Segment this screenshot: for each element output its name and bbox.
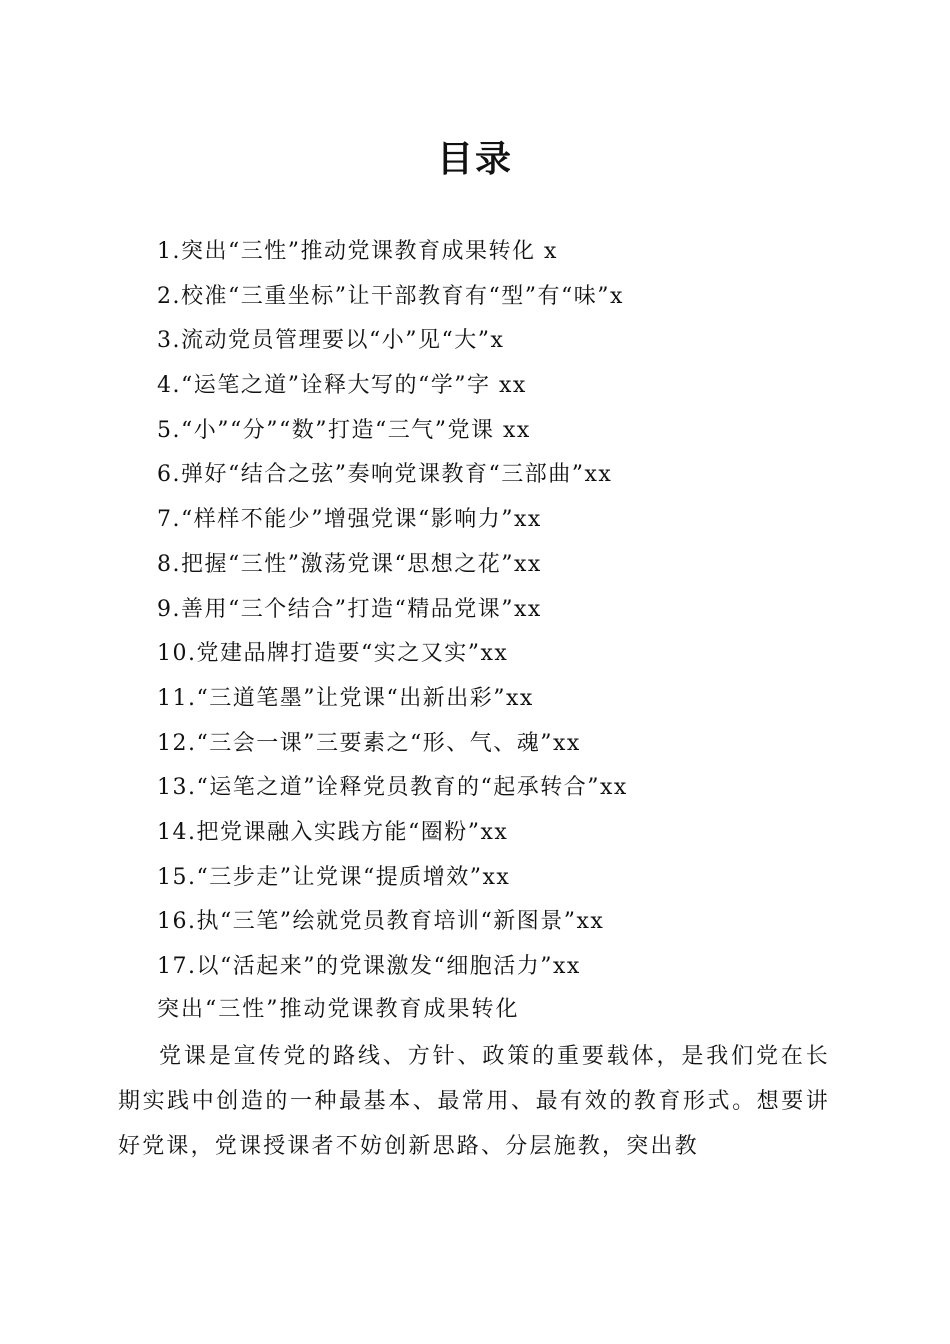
toc-item: 12.“三会一课”三要素之“形、气、魂”xx xyxy=(157,730,581,756)
toc-item: 3.流动党员管理要以“小”见“大”x xyxy=(157,328,505,354)
toc-item: 7.“样样不能少”增强党课“影响力”xx xyxy=(157,507,542,533)
page-title: 目录 xyxy=(436,138,513,180)
table-of-contents xyxy=(157,230,857,990)
toc-item: 9.善用“三个结合”打造“精品党课”xx xyxy=(157,596,542,622)
toc-item: 8.把握“三性”激荡党课“思想之花”xx xyxy=(157,551,542,577)
toc-item: 11.“三道笔墨”让党课“出新出彩”xx xyxy=(157,685,534,711)
toc-item: 2.校准“三重坐标”让干部教育有“型”有“味”x xyxy=(157,283,624,309)
toc-item: 6.弹好“结合之弦”奏响党课教育“三部曲”xx xyxy=(157,462,613,488)
toc-item: 10.党建品牌打造要“实之又实”xx xyxy=(157,641,509,667)
toc-item: 15.“三步走”让党课“提质增效”xx xyxy=(157,864,511,890)
toc-item: 13.“运笔之道”诠释党员教育的“起承转合”xx xyxy=(157,775,628,801)
toc-item: 17.以“活起来”的党课激发“细胞活力”xx xyxy=(157,954,581,979)
toc-item: 5.“小”“分”“数”打造“三气”党课 xx xyxy=(157,417,531,443)
toc-item: 16.执“三笔”绘就党员教育培训“新图景”xx xyxy=(157,909,605,935)
toc-item: 4.“运笔之道”诠释大写的“学”字 xx xyxy=(157,373,527,399)
toc-item: 14.把党课融入实践方能“圈粉”xx xyxy=(157,819,509,845)
body-paragraph: 党课是宣传党的路线、方针、政策的重要载体，是我们党在长期实践中创造的一种最基本、最常用、最有效的教育形式。想要讲好党课，党课授课者不妨创新思路、分层施教，突出教 xyxy=(118,1044,830,1159)
toc-item: 1.突出“三性”推动党课教育成果转化 x xyxy=(157,239,558,264)
section-heading: 突出“三性”推动党课教育成果转化 xyxy=(157,997,520,1022)
